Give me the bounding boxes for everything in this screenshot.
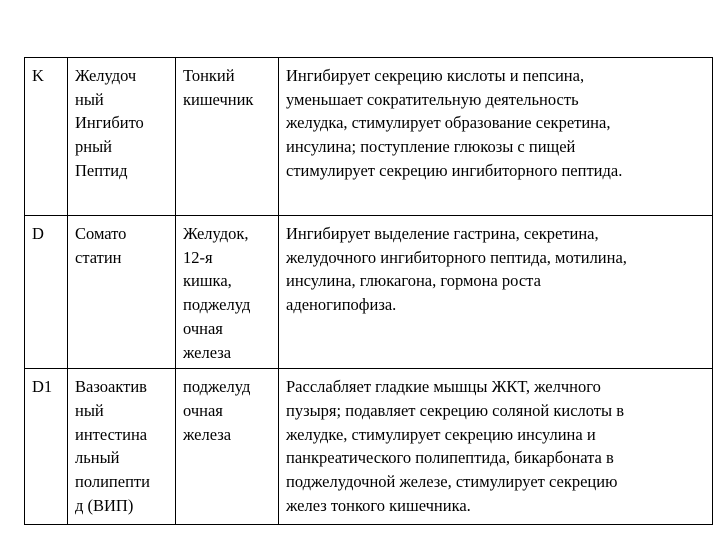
cell-text: льный	[75, 448, 120, 468]
cell-text: Вазоактив	[75, 377, 147, 397]
cell-text: статин	[75, 247, 122, 267]
cell-text: желез тонкого кишечника.	[286, 495, 471, 515]
table-row	[25, 58, 713, 216]
cell-text: кишка,	[183, 271, 232, 291]
cell-text: Желудок,	[183, 224, 249, 243]
cell-text: Ингибирует выделение гастрина, секретина,	[286, 224, 599, 243]
cell-text: Ингибирует секрецию кислоты и пепсина,	[286, 66, 585, 85]
cell-site	[176, 58, 279, 216]
cell-text: Ингибито	[75, 113, 144, 133]
cell-text: кишечник	[183, 89, 254, 109]
cell-effect	[279, 58, 713, 216]
cell-text: очная	[183, 400, 223, 420]
cell-text: Тонкий	[183, 66, 235, 85]
cell-text: Расслабляет гладкие мышцы ЖКТ, желчного	[286, 377, 601, 397]
cell-text: поджелуд	[183, 377, 251, 397]
cell-text: стимулирует секрецию ингибиторного пептида.	[286, 160, 623, 180]
cell-text: поджелуд	[183, 295, 251, 315]
cell-text: Желудоч	[75, 66, 137, 85]
cell-text: интестина	[75, 424, 148, 444]
cell-code	[25, 216, 68, 369]
cell-hormone-name	[68, 216, 176, 369]
cell-text: D	[32, 224, 44, 243]
cell-hormone-name	[68, 58, 176, 216]
cell-text: ный	[75, 400, 104, 420]
cell-text: инсулина, глюкагона, гормона роста	[286, 271, 541, 291]
cell-text: поджелудочной железе, стимулирует секрецию	[286, 472, 618, 492]
cell-text: желудочного ингибиторного пептида, мотилина,	[286, 247, 627, 267]
cell-text: инсулина; поступление глюкозы с пищей	[286, 137, 576, 157]
cell-text: д (ВИП)	[75, 495, 134, 515]
cell-text: железа	[183, 424, 232, 444]
table-row	[25, 216, 713, 369]
cell-text: D1	[32, 377, 53, 397]
cell-text: Пептид	[75, 160, 128, 180]
cell-text: уменьшает сократительную деятельность	[286, 89, 579, 109]
cell-text: полипепти	[75, 472, 150, 492]
cell-text: рный	[75, 137, 112, 157]
cell-text: железа	[183, 342, 232, 362]
cell-text: ный	[75, 89, 104, 109]
hormone-table	[24, 57, 713, 525]
cell-text: Сомато	[75, 224, 127, 243]
cell-text: аденогипофиза.	[286, 295, 397, 315]
cell-hormone-name	[68, 369, 176, 525]
cell-effect	[279, 216, 713, 369]
cell-text: панкреатического полипептида, бикарбоната в	[286, 448, 614, 468]
cell-text: очная	[183, 318, 223, 338]
cell-text: 12-я	[183, 247, 213, 267]
cell-text: пузыря; подавляет секрецию соляной кислоты в	[286, 400, 625, 420]
table-row	[25, 369, 713, 525]
cell-code	[25, 369, 68, 525]
cell-effect	[279, 369, 713, 525]
cell-text: K	[32, 66, 44, 85]
cell-text: желудка, стимулирует образование секретина,	[286, 113, 611, 133]
cell-text: желудке, стимулирует секрецию инсулина и	[286, 424, 596, 444]
cell-code	[25, 58, 68, 216]
cell-site	[176, 369, 279, 525]
cell-site	[176, 216, 279, 369]
